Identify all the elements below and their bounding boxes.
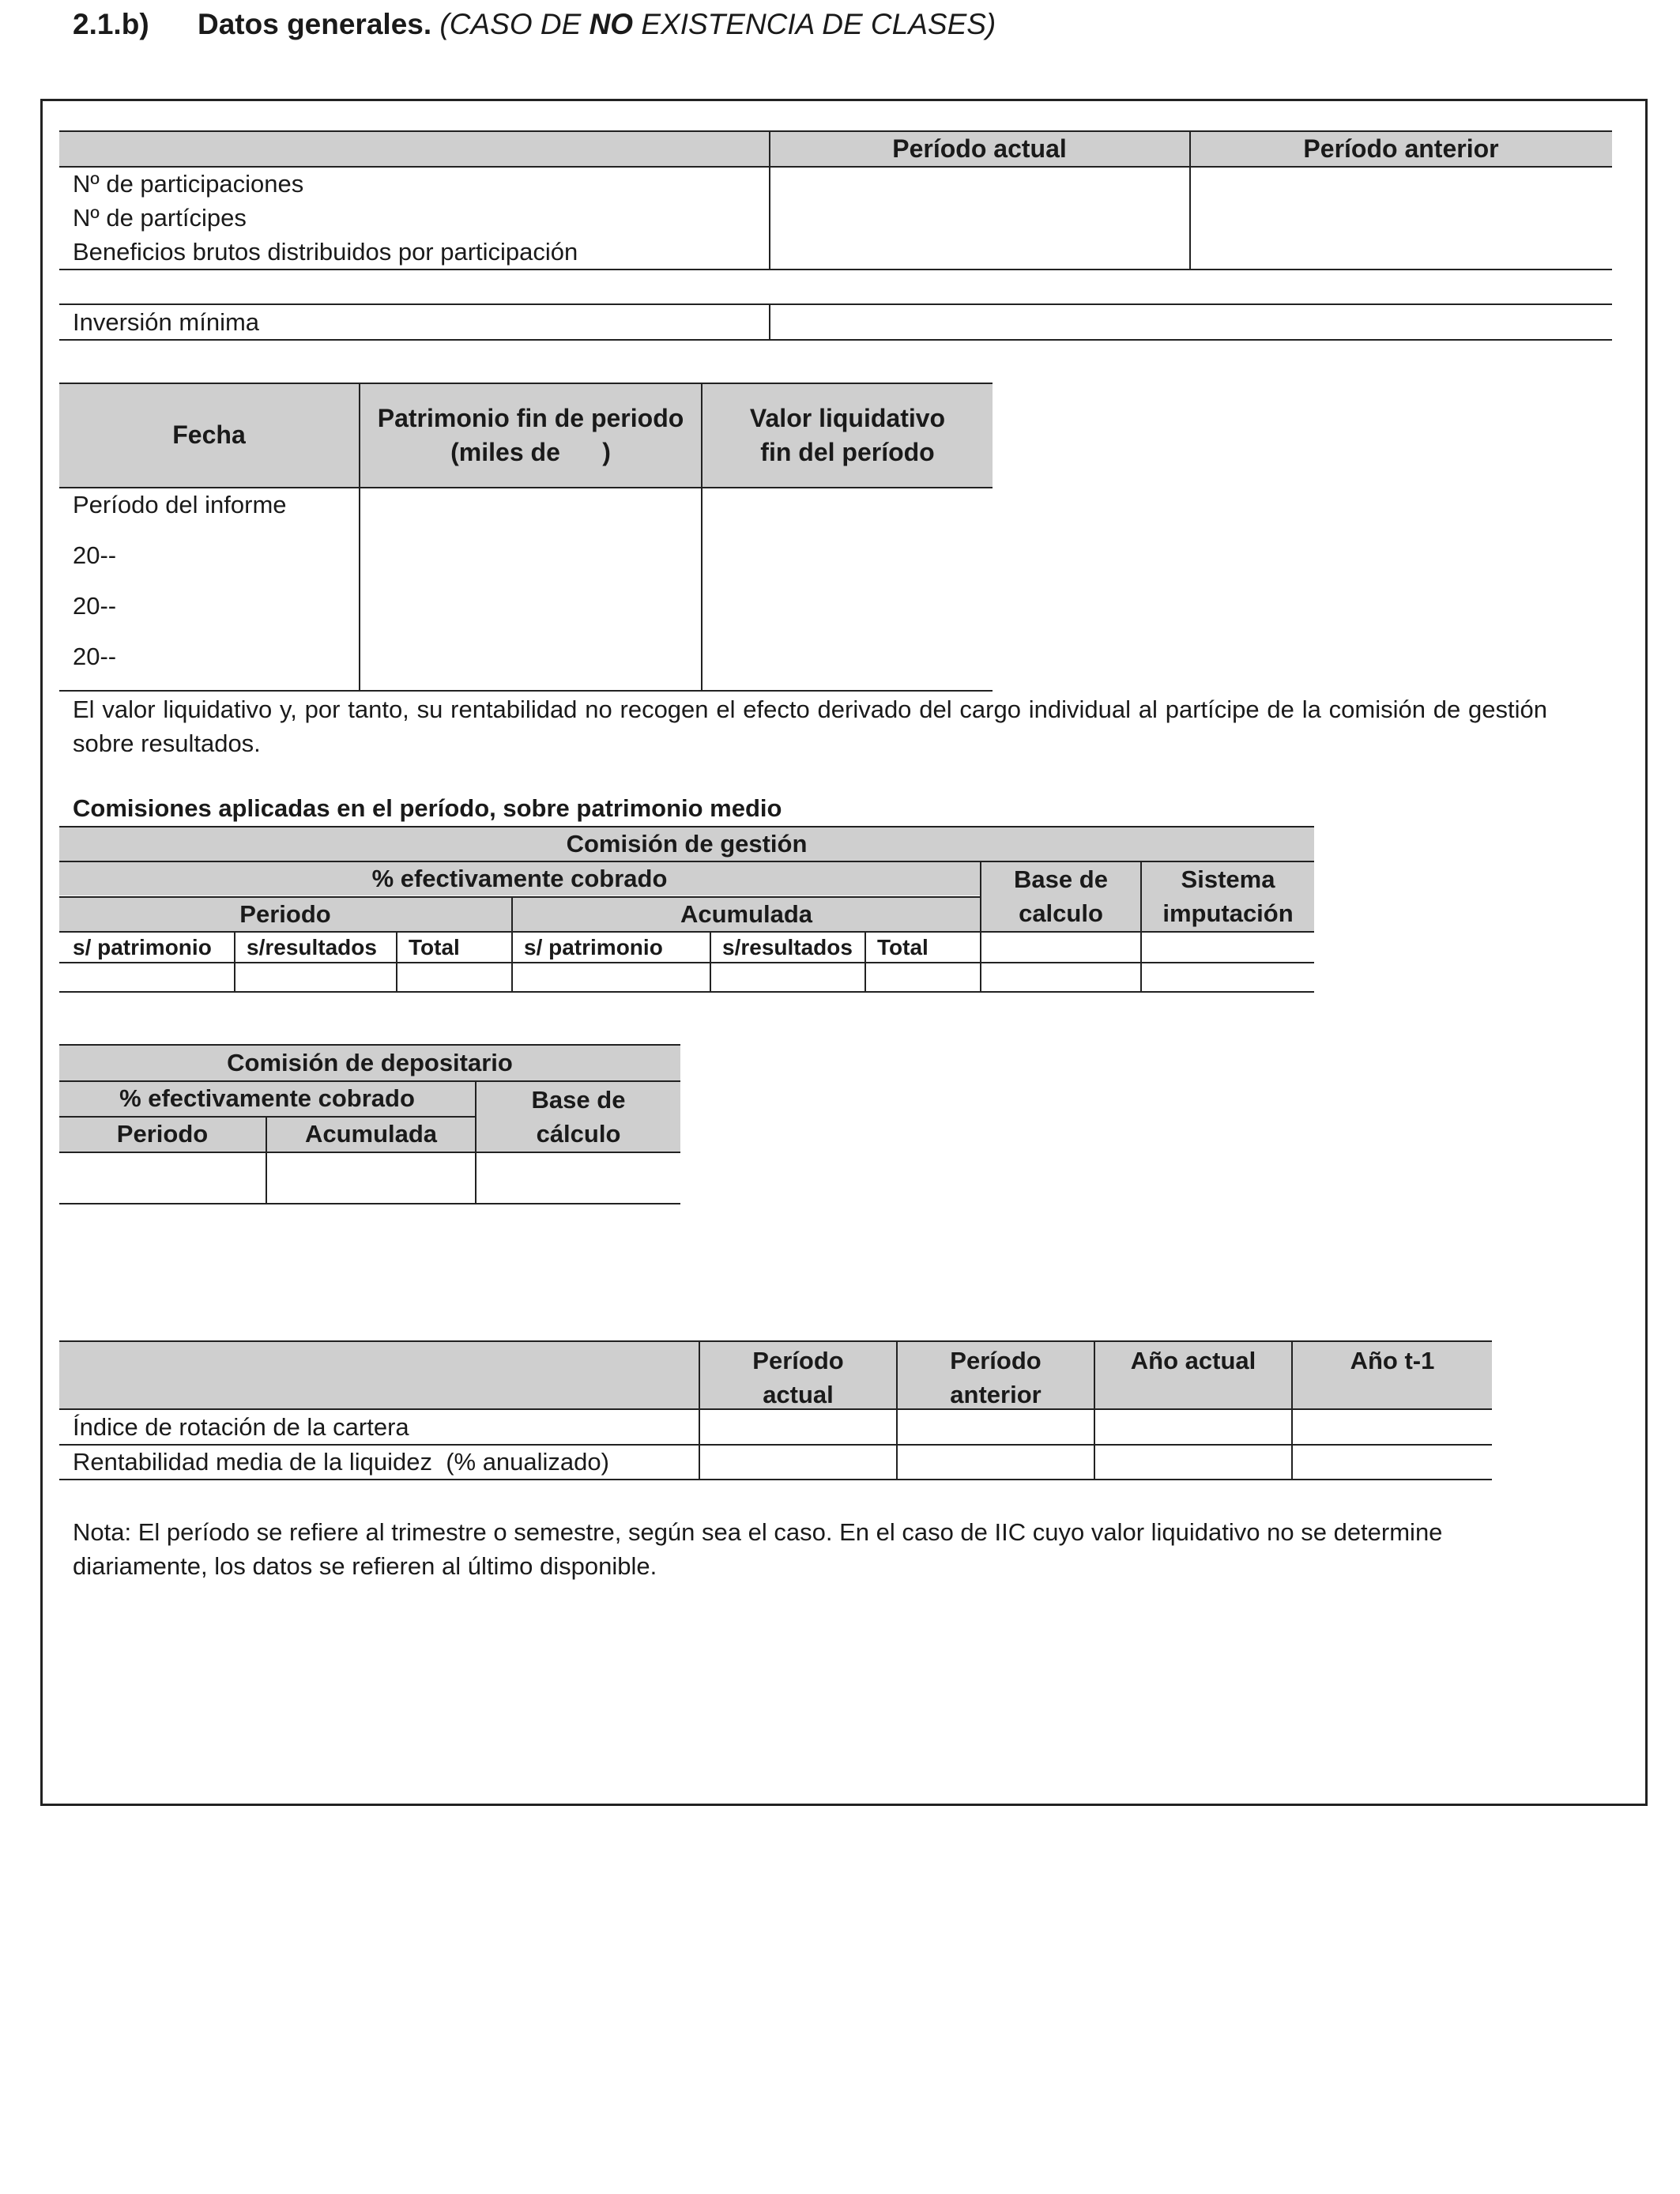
header-t4-periodo-anterior: Período anterior [950, 1347, 1042, 1408]
row-year-2: 20-- [73, 592, 117, 620]
depositario-base-calculo-header: Base de cálculo [531, 1085, 626, 1148]
subcol-patrimonio-periodo: s/ patrimonio [73, 935, 212, 959]
row-indice-rotacion: Índice de rotación de la cartera [73, 1413, 409, 1441]
row-beneficios: Beneficios brutos distribuidos por participación [73, 238, 578, 266]
subcol-patrimonio-acumulada: s/ patrimonio [524, 935, 663, 959]
header-patrimonio: Patrimonio fin de periodo (miles de ) [377, 403, 684, 466]
subcol-total-acumulada: Total [877, 935, 929, 959]
base-calculo-header: Base de calculo [1014, 865, 1108, 927]
subcol-total-periodo: Total [409, 935, 460, 959]
header-valor-liquidativo: Valor liquidativo fin del período [749, 403, 946, 466]
nota-periodo: Nota: El período se refiere al trimestre o semestre, según sea el caso. En el caso de IIC cuyo valor liquidativo no se determine diariamente, los datos se refieren al último disponible. [73, 1518, 1443, 1580]
header-periodo-actual: Período actual [892, 134, 1067, 163]
section-number: 2.1.b) [73, 8, 149, 40]
depositario-periodo-header: Periodo [116, 1120, 209, 1148]
efectivamente-cobrado-header: % efectivamente cobrado [371, 864, 668, 892]
row-year-3: 20-- [73, 643, 117, 670]
section-subtitle: (CASO DE NO EXISTENCIA DE CLASES) [439, 8, 996, 40]
depositario-acumulada-header: Acumulada [304, 1120, 438, 1148]
header-t4-ano-t1: Año t-1 [1350, 1347, 1435, 1374]
row-year-1: 20-- [73, 541, 117, 569]
header-t4-periodo-actual: Período actual [752, 1347, 844, 1408]
note-valor-liquidativo: El valor liquidativo y, por tanto, su rentabilidad no recogen el efecto derivado del cargo individual al partícipe de la comisión de gestión sobre resultados. [73, 696, 1547, 757]
subcol-resultados-periodo: s/resultados [247, 935, 377, 959]
row-participaciones: Nº de participaciones [73, 170, 304, 198]
comision-depositario-title: Comisión de depositario [227, 1048, 513, 1076]
header-t4-ano-actual: Año actual [1130, 1347, 1256, 1374]
comisiones-heading: Comisiones aplicadas en el período, sobre patrimonio medio [73, 794, 782, 822]
subcol-resultados-acumulada: s/resultados [722, 935, 853, 959]
header-fecha: Fecha [172, 420, 246, 449]
row-periodo-informe: Período del informe [73, 491, 287, 518]
section-heading: Datos generales. [198, 8, 432, 40]
periodo-header: Periodo [239, 899, 331, 928]
row-rentabilidad-liquidez: Rentabilidad media de la liquidez (% anualizado) [73, 1448, 609, 1476]
row-participes: Nº de partícipes [73, 204, 247, 232]
header-periodo-anterior: Período anterior [1303, 134, 1499, 163]
depositario-efectivamente-header: % efectivamente cobrado [119, 1084, 415, 1112]
section-title [73, 8, 996, 41]
row-inversion-minima: Inversión mínima [73, 308, 260, 336]
sistema-imputacion-header: Sistema imputación [1162, 865, 1294, 927]
acumulada-header: Acumulada [680, 899, 813, 928]
comision-gestion-title: Comisión de gestión [566, 829, 808, 858]
